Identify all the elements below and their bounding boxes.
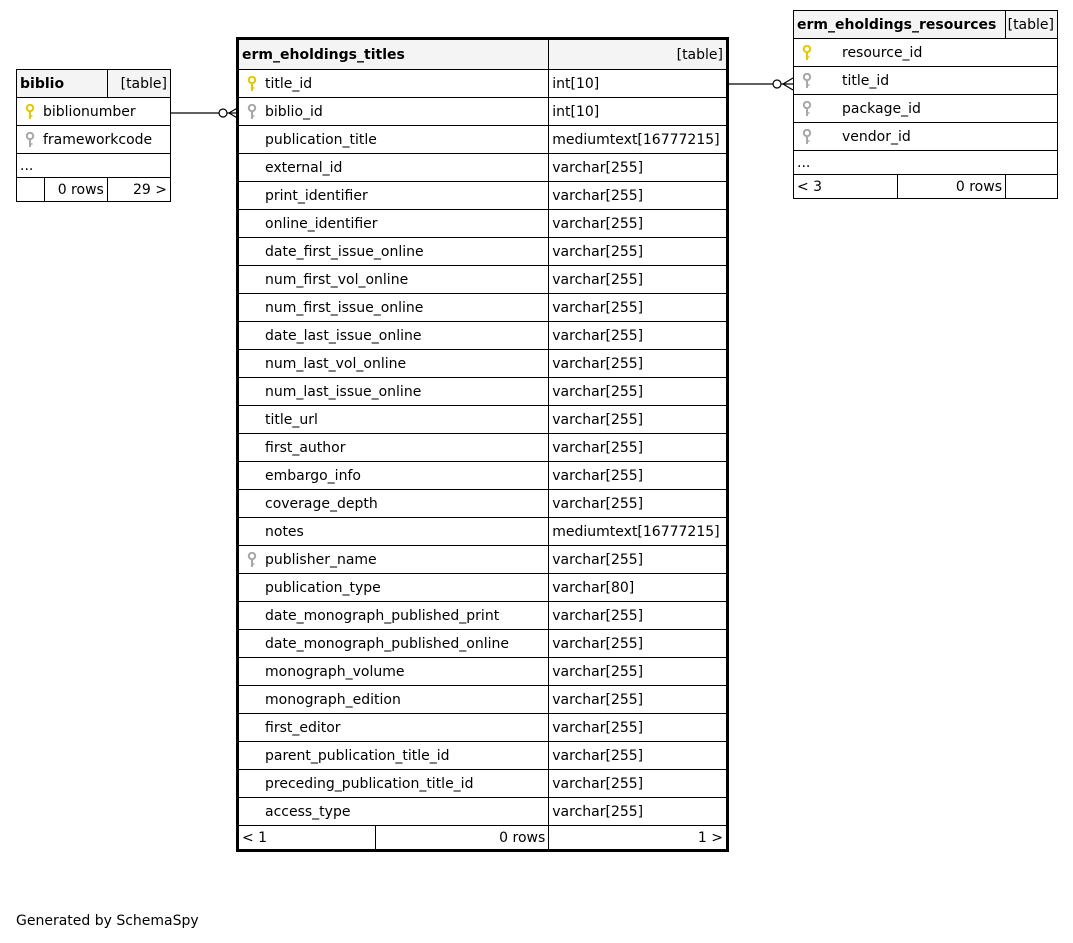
column-row[interactable] xyxy=(239,686,727,714)
ellipsis: ... xyxy=(17,154,171,178)
column-row[interactable] xyxy=(239,210,727,238)
column-row[interactable] xyxy=(239,98,727,126)
column-type: varchar[255] xyxy=(549,210,727,238)
relationship-biblio-titles xyxy=(171,107,239,119)
column-type: varchar[255] xyxy=(549,294,727,322)
primary-key-icon xyxy=(25,104,43,120)
column-name: parent_publication_title_id xyxy=(265,747,450,764)
column-type: varchar[255] xyxy=(549,658,727,686)
column-row[interactable] xyxy=(794,123,1058,151)
column-name: online_identifier xyxy=(265,215,378,232)
column-type: varchar[255] xyxy=(549,434,727,462)
column-type: varchar[255] xyxy=(549,322,727,350)
column-name: first_editor xyxy=(265,719,341,736)
column-name: preceding_publication_title_id xyxy=(265,775,474,792)
footer-left[interactable] xyxy=(17,178,45,202)
column-type: varchar[255] xyxy=(549,378,727,406)
column-row[interactable] xyxy=(239,126,727,154)
column-type: varchar[255] xyxy=(549,182,727,210)
column-row[interactable] xyxy=(239,238,727,266)
column-name: vendor_id xyxy=(842,128,911,145)
index-key-icon xyxy=(247,104,265,120)
table-biblio[interactable] xyxy=(16,69,171,202)
column-name: resource_id xyxy=(842,44,923,61)
column-type: varchar[255] xyxy=(549,602,727,630)
column-row[interactable] xyxy=(794,67,1058,95)
column-name: embargo_info xyxy=(265,467,361,484)
column-row[interactable] xyxy=(239,462,727,490)
column-type: varchar[255] xyxy=(549,742,727,770)
column-name: num_first_issue_online xyxy=(265,299,424,316)
index-key-icon xyxy=(802,129,820,145)
column-row[interactable] xyxy=(239,574,727,602)
column-name: frameworkcode xyxy=(43,131,153,148)
column-name: monograph_volume xyxy=(265,663,405,680)
column-row[interactable] xyxy=(239,714,727,742)
generated-by-text: Generated by SchemaSpy xyxy=(16,913,199,929)
column-row[interactable] xyxy=(239,434,727,462)
column-row[interactable] xyxy=(239,742,727,770)
index-key-icon xyxy=(247,552,265,568)
column-name: package_id xyxy=(842,100,921,117)
column-row[interactable] xyxy=(239,658,727,686)
index-key-icon xyxy=(802,73,820,89)
column-row[interactable] xyxy=(794,39,1058,67)
column-row[interactable] xyxy=(239,266,727,294)
column-name: notes xyxy=(265,523,304,540)
column-name: print_identifier xyxy=(265,187,368,204)
column-name: date_first_issue_online xyxy=(265,243,424,260)
column-name: publisher_name xyxy=(265,551,377,568)
column-type: varchar[80] xyxy=(549,574,727,602)
column-type: varchar[255] xyxy=(549,546,727,574)
column-type: mediumtext[16777215] xyxy=(549,126,727,154)
row-count: 0 rows xyxy=(45,178,108,202)
column-row[interactable] xyxy=(239,798,727,826)
column-name: num_last_vol_online xyxy=(265,355,407,372)
column-name: date_monograph_published_online xyxy=(265,635,509,652)
column-type: varchar[255] xyxy=(549,154,727,182)
footer-right-link[interactable]: 29 > xyxy=(107,178,170,202)
column-row[interactable] xyxy=(239,770,727,798)
column-type: varchar[255] xyxy=(549,714,727,742)
column-row[interactable] xyxy=(239,378,727,406)
primary-key-icon xyxy=(802,45,820,61)
column-name: num_last_issue_online xyxy=(265,383,422,400)
column-row[interactable] xyxy=(239,406,727,434)
column-type: mediumtext[16777215] xyxy=(549,518,727,546)
relationship-titles-resources xyxy=(727,78,793,90)
column-row[interactable] xyxy=(17,98,171,126)
table-name: erm_eholdings_resources xyxy=(794,11,1006,39)
column-name: title_url xyxy=(265,411,318,428)
column-type: varchar[255] xyxy=(549,770,727,798)
column-name: biblio_id xyxy=(265,103,323,120)
table-name: biblio xyxy=(17,70,108,98)
ellipsis: ... xyxy=(794,151,1058,175)
column-type: varchar[255] xyxy=(549,490,727,518)
table-type: [table] xyxy=(1006,11,1058,39)
column-type: varchar[255] xyxy=(549,266,727,294)
column-row[interactable] xyxy=(17,126,171,154)
column-type: varchar[255] xyxy=(549,406,727,434)
table-type: [table] xyxy=(107,70,170,98)
column-name: title_id xyxy=(842,72,890,89)
column-name: access_type xyxy=(265,803,351,820)
index-key-icon xyxy=(802,101,820,117)
column-name: publication_type xyxy=(265,579,381,596)
column-row[interactable] xyxy=(239,602,727,630)
column-name: biblionumber xyxy=(43,103,136,120)
footer-right xyxy=(1006,175,1058,199)
column-row[interactable] xyxy=(794,95,1058,123)
column-type: int[10] xyxy=(549,98,727,126)
column-row[interactable] xyxy=(239,154,727,182)
table-type: [table] xyxy=(549,40,727,70)
row-count: 0 rows xyxy=(898,175,1006,199)
primary-key-icon xyxy=(247,76,265,92)
column-row[interactable] xyxy=(239,350,727,378)
column-type: int[10] xyxy=(549,70,727,98)
column-row[interactable] xyxy=(239,518,727,546)
column-name: date_monograph_published_print xyxy=(265,607,500,624)
column-type: varchar[255] xyxy=(549,686,727,714)
column-name: monograph_edition xyxy=(265,691,401,708)
column-name: title_id xyxy=(265,75,313,92)
column-row[interactable] xyxy=(239,630,727,658)
column-name: num_first_vol_online xyxy=(265,271,409,288)
index-key-icon xyxy=(25,132,43,148)
column-name: publication_title xyxy=(265,131,377,148)
column-type: varchar[255] xyxy=(549,798,727,826)
table-erm-eholdings-resources[interactable] xyxy=(793,10,1058,199)
table-erm-eholdings-titles[interactable] xyxy=(238,39,727,850)
footer-left-link[interactable]: < 1 xyxy=(239,826,376,850)
footer-right-link[interactable]: 1 > xyxy=(549,826,727,850)
column-type: varchar[255] xyxy=(549,350,727,378)
table-name: erm_eholdings_titles xyxy=(239,40,549,70)
column-type: varchar[255] xyxy=(549,462,727,490)
column-row[interactable] xyxy=(239,182,727,210)
column-row[interactable] xyxy=(239,322,727,350)
column-name: first_author xyxy=(265,439,346,456)
column-row[interactable] xyxy=(239,490,727,518)
column-name: external_id xyxy=(265,159,343,176)
footer-left-link[interactable]: < 3 xyxy=(794,175,898,199)
column-type: varchar[255] xyxy=(549,630,727,658)
column-row[interactable] xyxy=(239,70,727,98)
column-row[interactable] xyxy=(239,294,727,322)
column-type: varchar[255] xyxy=(549,238,727,266)
column-name: date_last_issue_online xyxy=(265,327,422,344)
column-row[interactable] xyxy=(239,546,727,574)
row-count: 0 rows xyxy=(376,826,549,850)
column-name: coverage_depth xyxy=(265,495,378,512)
